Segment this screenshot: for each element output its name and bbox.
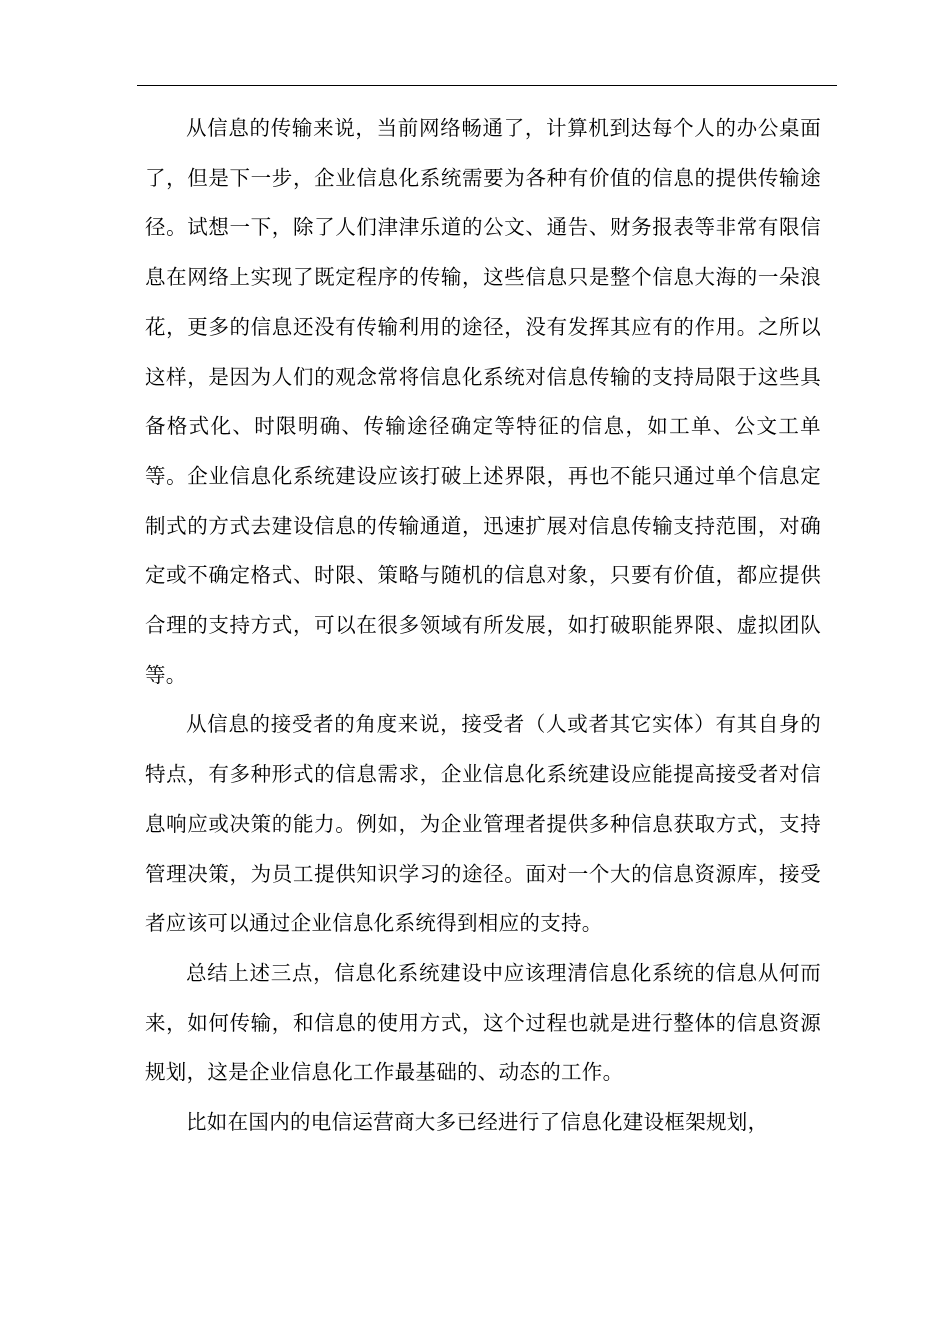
paragraph-3: 总结上述三点，信息化系统建设中应该理清信息化系统的信息从何而来，如何传输，和信息的使用方式，这个过程也就是进行整体的信息资源规划，这是企业信息化工作最基础的、动态的工作。 xyxy=(145,960,821,1085)
paragraph-1: 从信息的传输来说，当前网络畅通了，计算机到达每个人的办公桌面了，但是下一步，企业信息化系统需要为各种有价值的信息的提供传输途径。试想一下，除了人们津津乐道的公文、通告、财务报表等非常有限信息在网络上实现了既定程序的传输，这些信息只是整个信息大海的一朵浪花，更多的信息还没有传输利用的途径，没有发挥其应有的作用。之所以这样，是因为人们的观念常将信息化系统对信息传输的支持局限于这些具备格式化、时限明确、传输途径确定等特征的信息，如工单、公文工单等。企业信息化系统建设应该打破上述界限，再也不能只通过单个信息定制式的方式去建设信息的传输通道，迅速扩展对信息传输支持范围，对确定或不确定格式、时限、策略与随机的信息对象，只要有价值，都应提供合理的支持方式，可以在很多领域有所发展，如打破职能界限、虚拟团队等。 xyxy=(145,116,821,687)
paragraph-4: 比如在国内的电信运营商大多已经进行了信息化建设框架规划， xyxy=(186,1110,769,1135)
body-text xyxy=(145,104,821,1148)
paragraph-2: 从信息的接受者的角度来说，接受者（人或者其它实体）有其自身的特点，有多种形式的信息需求，企业信息化系统建设应能提高接受者对信息响应或决策的能力。例如，为企业管理者提供多种信息获取方式，支持管理决策，为员工提供知识学习的途径。面对一个大的信息资源库，接受者应该可以通过企业信息化系统得到相应的支持。 xyxy=(145,712,821,936)
header-rule xyxy=(137,85,837,86)
